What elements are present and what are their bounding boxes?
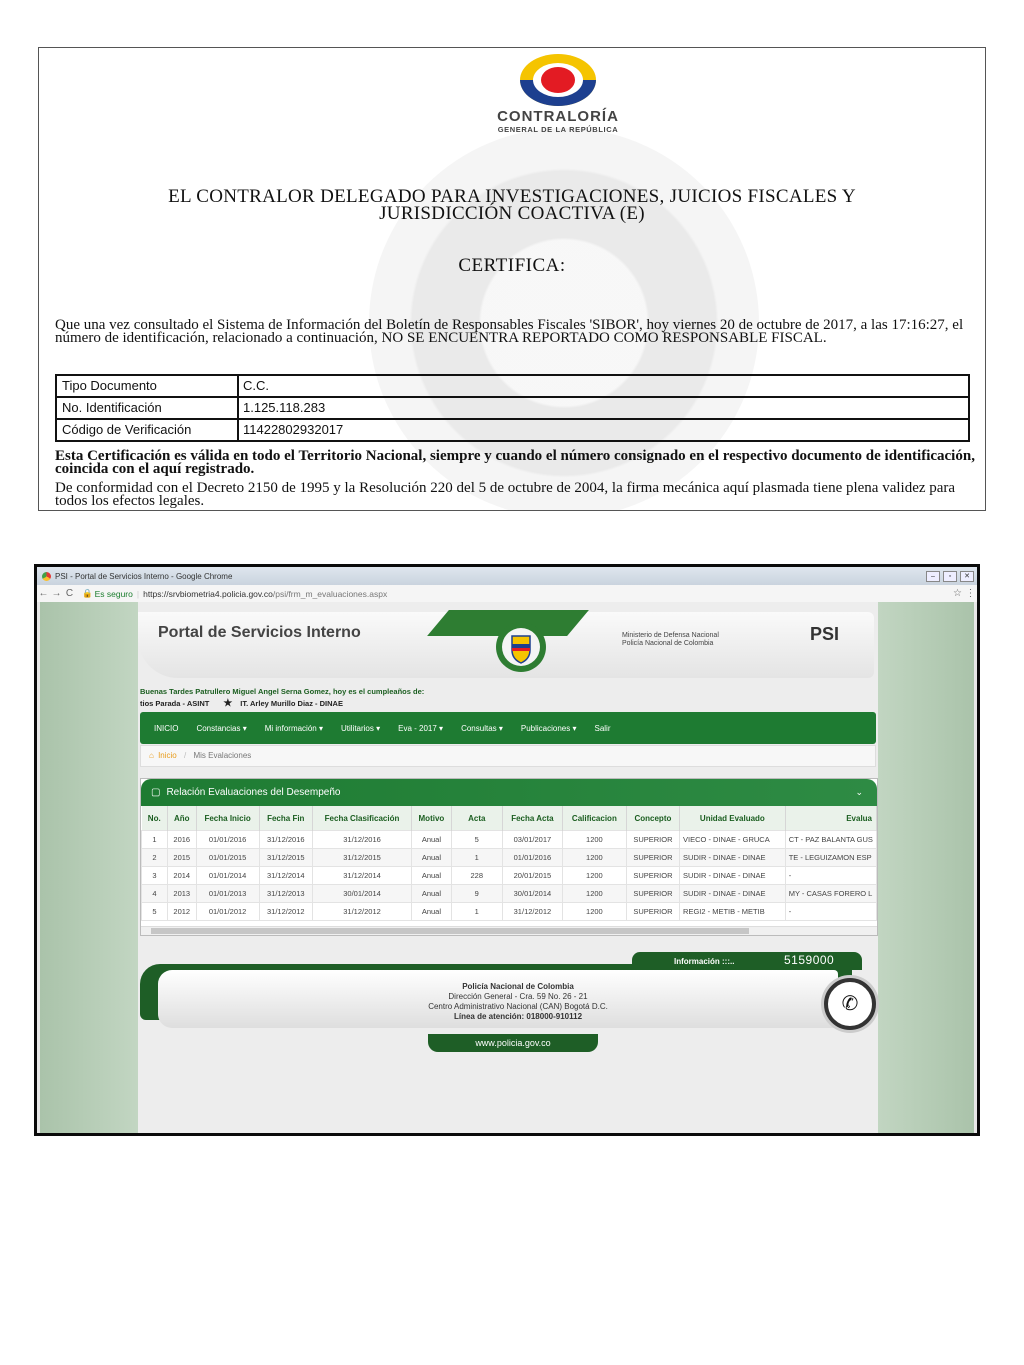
table-header-row [142,806,877,831]
reload-icon[interactable]: C [65,588,74,599]
portal-title: Portal de Servicios Interno [158,624,361,641]
table-cell: 1200 [562,867,626,885]
table-cell: 1200 [562,903,626,921]
table-cell: MY - CASAS FORERO L [785,885,876,903]
table-cell: SUPERIOR [626,867,679,885]
row-label: Tipo Documento [57,376,239,396]
chrome-icon [42,572,51,581]
table-row[interactable] [142,867,877,885]
menu-item-salir[interactable]: Salir [594,723,611,733]
table-cell: SUPERIOR [626,831,679,849]
phone-icon[interactable]: ✆ [824,978,876,1030]
row-label: No. Identificación [57,398,239,418]
info-number: 5159000 [784,953,835,967]
left-side-panel [40,602,138,1133]
ministry-line-2: Policía Nacional de Colombia [622,640,714,647]
url-field[interactable] [143,589,387,599]
table-cell: SUPERIOR [626,885,679,903]
table-cell: - [785,903,876,921]
url-path: /psi/frm_m_evaluaciones.aspx [272,588,388,599]
table-row[interactable] [142,849,877,867]
menu-item-inicio[interactable]: INICIO [154,723,179,733]
table-cell: SUPERIOR [626,849,679,867]
table-cell: 31/12/2012 [502,903,562,921]
table-cell: 5 [142,903,168,921]
table-cell: TE - LEGUIZAMON ESP [785,849,876,867]
birthday-ticker [140,698,343,709]
table-cell: Anual [412,831,451,849]
breadcrumb-current: Mis Evalaciones [193,751,252,760]
heading-line-2: JURISDICCIÓN COACTIVA (E) [379,203,645,224]
close-button[interactable]: ✕ [960,571,974,582]
birthday-greeting: Buenas Tardes Patrullero Miguel Angel Serna Gomez, hoy es el cumpleaños de: [140,687,425,696]
ministry-label [622,632,719,648]
table-cell: 1200 [562,885,626,903]
browser-screenshot [34,564,980,1136]
breadcrumb-home-link[interactable]: Inicio [158,751,177,760]
evaluations-table-body [142,831,877,921]
table-cell: 01/01/2016 [502,849,562,867]
table-cell: 31/12/2012 [312,903,411,921]
table-cell: 2013 [167,885,196,903]
contraloria-emblem-icon [518,52,598,108]
home-icon: ⌂ [149,751,154,760]
birthday-person-left: tios Parada - ASINT [140,699,210,708]
url-host: https://srvbiometria4.policia.gov.co [143,588,273,599]
page-viewport [37,602,977,1133]
table-cell: CT - PAZ BALANTA GUS [785,831,876,849]
window-title: PSI - Portal de Servicios Interno - Google Chrome [55,571,233,581]
table-cell: VIECO - DINAE - GRUCA [680,831,786,849]
table-row[interactable] [142,885,877,903]
table-cell: 03/01/2017 [502,831,562,849]
column-header[interactable]: Fecha Inicio [196,806,259,831]
footer-address [398,982,638,1022]
table-cell: 31/12/2013 [259,885,312,903]
footer-line-1: Policía Nacional de Colombia [462,982,574,991]
table-cell: 31/12/2015 [312,849,411,867]
column-header[interactable]: Unidad Evaluado [680,806,786,831]
table-cell: 31/12/2016 [259,831,312,849]
secure-label: Es seguro [94,588,133,599]
table-cell: 31/12/2015 [259,849,312,867]
column-header[interactable]: Fecha Fin [259,806,312,831]
table-cell: Anual [412,867,451,885]
column-header[interactable]: Acta [451,806,502,831]
table-cell: 31/12/2014 [312,867,411,885]
table-cell: SUDIR - DINAE - DINAE [680,849,786,867]
table-cell: 1 [451,903,502,921]
bookmark-star-icon[interactable]: ☆ [953,588,962,599]
info-box [632,952,862,970]
table-cell: Anual [412,849,451,867]
table-cell: 01/01/2014 [196,867,259,885]
website-link[interactable]: www.policia.gov.co [428,1034,598,1052]
right-side-panel [876,602,974,1133]
breadcrumb: ⌂ Inicio / Mis Evalaciones [140,745,876,767]
forward-icon[interactable]: → [51,588,62,599]
table-cell: 2 [142,849,168,867]
footer-line-3: Centro Administrativo Nacional (CAN) Bogotá D.C. [428,1002,608,1011]
table-cell: 228 [451,867,502,885]
table-cell: 9 [451,885,502,903]
menu-item-constancias[interactable]: Constancias ▾ [196,723,247,733]
column-header[interactable]: Fecha Clasificación [312,806,411,831]
evaluations-panel [140,778,878,936]
certificate-document [38,47,986,511]
table-cell: 3 [142,867,168,885]
logo-subtitle: GENERAL DE LA REPÚBLICA [497,125,619,134]
heading-line-1: EL CONTRALOR DELEGADO PARA INVESTIGACIONES, JUICIOS FISCALES Y [168,186,856,207]
table-cell: 30/01/2014 [502,885,562,903]
menu-item-eva-2017[interactable]: Eva - 2017 ▾ [398,723,444,733]
row-value: 1.125.118.283 [243,400,326,415]
menu-item-consultas[interactable]: Consultas ▾ [461,723,503,733]
row-label: Código de Verificación [57,420,239,440]
horizontal-scrollbar[interactable] [141,926,877,935]
table-row [57,420,968,440]
table-row [57,398,968,420]
table-cell: 2014 [167,867,196,885]
table-cell: 1 [451,849,502,867]
certificate-validity-paragraph: Esta Certificación es válida en todo el Territorio Nacional, siempre y cuando el número consignado en el respectivo documento de identificación, coincida con el aquí registrado. [55,448,975,477]
certificate-title: CERTIFICA: [458,255,566,276]
menu-item-publicaciones[interactable]: Publicaciones ▾ [520,723,577,733]
info-label: Información :::.. [674,957,735,966]
table-cell: SUDIR - DINAE - DINAE [680,885,786,903]
table-row[interactable] [142,831,877,849]
row-value: 11422802932017 [243,422,344,437]
footer-line-4: Línea de atención: 018000-910112 [453,1012,583,1021]
chevron-down-icon[interactable]: ⌄ [855,787,863,797]
table-cell: 1 [142,831,168,849]
birthday-person-right: IT. Arley Murillo Diaz - DINAE [240,699,343,708]
table-cell: 01/01/2012 [196,903,259,921]
menu-item-utilitarios[interactable]: Utilitarios ▾ [340,723,381,733]
table-cell: 2012 [167,903,196,921]
table-row[interactable] [142,903,877,921]
menu-dots-icon[interactable]: ⋮ [965,588,976,599]
evaluations-table [141,806,877,921]
table-cell: 31/12/2016 [312,831,411,849]
column-header[interactable]: Calificacion [562,806,626,831]
column-header[interactable]: No. [142,806,168,831]
portal-header [138,612,878,678]
table-cell: Anual [412,885,451,903]
maximize-button[interactable]: ▫ [943,571,957,582]
address-bar: ← → C 🔒 Es seguro | https://srvbiometria4.policia.gov.co/psi/frm_m_evaluaciones.aspx ☆ ⋮ [37,585,977,603]
certificate-legal-paragraph: De conformidad con el Decreto 2150 de 1995 y la Resolución 220 del 5 de octubre de 2004, la firma mecánica aquí plasmada tiene plena validez para todos los efectos legales. [55,480,956,509]
minimize-button[interactable]: – [926,571,940,582]
table-row [57,376,968,398]
table-cell: Anual [412,903,451,921]
table-cell: - [785,867,876,885]
scrollbar-thumb[interactable] [151,928,749,934]
back-icon[interactable]: ← [38,588,49,599]
certificate-paragraph-1: Que una vez consultado el Sistema de Información del Boletín de Responsables Fiscales 'SIBOR', hoy viernes 20 de octubre de 2017, a las 17:16:27, el número de identificación, relacionado a continuación, NO SE ENCUENTRA REPORTADO COMO RESPONSABLE FISCAL. [55,317,964,346]
psi-logo: PSI [810,624,840,644]
panel-title: Relación Evaluaciones del Desempeño [166,787,341,798]
certificate-heading [39,188,985,222]
table-cell: 2015 [167,849,196,867]
portal-content [138,602,878,1133]
column-header[interactable]: Año [167,806,196,831]
column-header[interactable]: Concepto [626,806,679,831]
table-cell: 2016 [167,831,196,849]
logo-name: CONTRALORÍA [497,108,619,125]
identification-table [55,374,970,442]
table-cell: 31/12/2012 [259,903,312,921]
contraloria-logo [478,52,638,134]
star-icon: ★ [223,698,233,709]
table-cell: 30/01/2014 [312,885,411,903]
table-cell: 20/01/2015 [502,867,562,885]
menu-item-mi-informacion[interactable]: Mi información ▾ [264,723,323,733]
column-header[interactable]: Fecha Acta [502,806,562,831]
ministry-line-1: Ministerio de Defensa Nacional [622,632,719,639]
panel-header [141,779,877,806]
table-cell: 1200 [562,849,626,867]
police-shield-icon [494,620,548,674]
table-cell: SUDIR - DINAE - DINAE [680,867,786,885]
table-cell: 5 [451,831,502,849]
table-cell: REGI2 - METIB - METIB [680,903,786,921]
table-cell: SUPERIOR [626,903,679,921]
column-header[interactable]: Motivo [412,806,451,831]
lock-icon: 🔒 [82,588,93,598]
table-cell: 01/01/2016 [196,831,259,849]
footer-line-2: Dirección General - Cra. 59 No. 26 - 21 [448,992,588,1001]
table-cell: 1200 [562,831,626,849]
table-cell: 4 [142,885,168,903]
table-cell: 31/12/2014 [259,867,312,885]
clipboard-icon: ▢ [151,787,161,798]
window-titlebar [37,567,977,585]
table-cell: 01/01/2015 [196,849,259,867]
row-value: C.C. [243,378,269,393]
portal-footer [138,952,878,1057]
main-menu [140,712,876,744]
column-header[interactable]: Evalua [785,806,876,831]
table-cell: 01/01/2013 [196,885,259,903]
